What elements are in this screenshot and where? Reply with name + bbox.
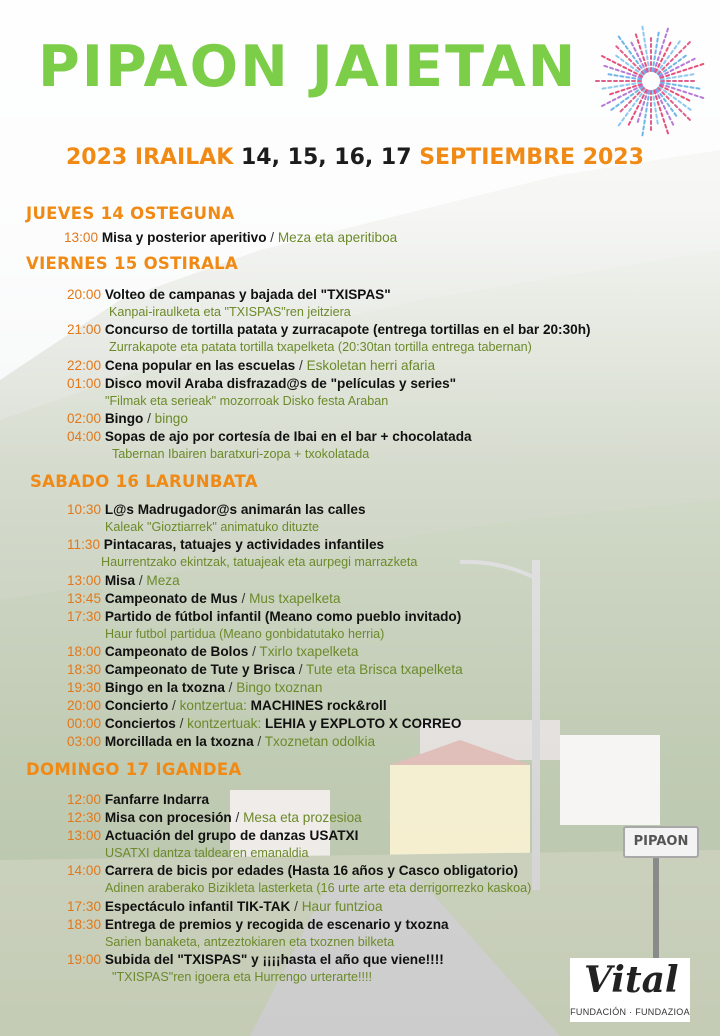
event-es: Bingo en la txozna: [104, 680, 225, 696]
event-es: Campeonato de Tute y Brisca: [104, 662, 295, 678]
event-es: Campeonato de Bolos: [104, 644, 249, 660]
event-es: Bingo: [104, 411, 144, 427]
separator: /: [266, 230, 278, 245]
event-es: Morcillada en la txozna: [104, 734, 254, 750]
event-es: Sopas de ajo por cortesía de Ibai en el bar + chocolatada: [104, 429, 472, 445]
event-translation: Haur futbol partidua (Meano gonbidatutako herria): [105, 626, 385, 641]
event-eu: bingo: [154, 411, 188, 427]
event-eu: Haur funtzioa: [301, 898, 383, 914]
event-translation: Sarien banaketa, antzeztokiaren eta txoznen bilketa: [105, 934, 395, 949]
event-time: 01:00: [67, 375, 102, 391]
event-line: [67, 410, 188, 427]
festival-dates: [66, 143, 644, 173]
event-line: [67, 536, 384, 553]
event-time: 04:00: [67, 429, 102, 445]
event-es: L@s Madrugador@s animarán las calles: [104, 502, 366, 517]
event-es: Cena popular en las escuelas: [104, 357, 296, 373]
event-line: [67, 357, 435, 374]
event-es: Espectáculo infantil TIK-TAK: [104, 898, 291, 914]
event-es: Conciertos: [104, 716, 176, 732]
event-time: 19:00: [67, 952, 102, 968]
road-sign: PIPAON: [623, 826, 699, 858]
event-es: Disco movil Araba disfrazad@s de "películas y series": [104, 375, 457, 391]
event-es: Partido de fútbol infantil (Meano como pueblo invitado): [104, 608, 462, 624]
dates-year-eu: 2023 IRAILAK: [66, 145, 234, 170]
event-line: [67, 321, 591, 338]
event-time: 02:00: [67, 411, 102, 427]
event-es: Campeonato de Mus: [104, 590, 238, 606]
event-eu: Eskoletan herri afaria: [306, 357, 436, 373]
event-translation: USATXI dantza taldearen emanaldia: [105, 846, 309, 860]
event-es: Misa: [104, 572, 136, 588]
separator: /: [168, 698, 180, 714]
event-translation: "Filmak eta serieak" mozorroak Disko festa Araban: [105, 393, 389, 408]
event-performers: MACHINES rock&roll: [246, 698, 387, 714]
event-time: 11:30: [67, 537, 101, 553]
event-es: Misa con procesión: [104, 810, 232, 825]
event-time: 10:30: [67, 502, 102, 517]
event-time: 13:00: [67, 572, 102, 588]
dates-month-es: SEPTIEMBRE 2023: [419, 145, 644, 170]
event-translation: Adinen araberako Bizikleta lasterketa (16 urte arte eta derrigorrezko kaskoa): [105, 881, 532, 896]
fireworks-icon: [592, 22, 710, 140]
event-line: [67, 916, 449, 933]
event-eu: Meza: [146, 572, 180, 588]
event-es: Pintacaras, tatuajes y actividades infantiles: [103, 537, 385, 553]
event-line: [67, 590, 341, 607]
event-time: 00:00: [67, 716, 102, 732]
event-translation: Zurrakapote eta patata tortilla txapelketa (20:30tan tortilla entrega tabernan): [109, 340, 532, 355]
event-eu: Txirlo txapelketa: [259, 644, 359, 660]
event-line: [67, 428, 472, 445]
poster-title: PIPAON JAIETAN: [38, 34, 578, 100]
separator: /: [231, 810, 244, 825]
event-line: [67, 608, 461, 625]
event-time: 18:00: [67, 644, 102, 660]
sponsor-subtitle: FUNDACIÓN · FUNDAZIOA: [570, 1007, 690, 1017]
event-eu: Meza eta aperitiboa: [277, 230, 398, 245]
event-translation: Tabernan Ibairen baratxuri-zopa + txokolatada: [112, 447, 370, 462]
event-line: [67, 501, 366, 518]
sign-post: [653, 858, 659, 968]
separator: /: [295, 357, 307, 373]
event-eu: kontzertuak:: [187, 716, 262, 732]
dates-days: 14, 15, 16, 17: [241, 145, 412, 170]
separator: /: [143, 411, 155, 427]
event-line: [67, 733, 375, 750]
event-time: 22:00: [67, 357, 102, 373]
event-time: 12:30: [67, 810, 102, 825]
separator: /: [237, 590, 250, 606]
event-time: 17:30: [67, 608, 102, 624]
event-eu: Txoznetan odolkia: [264, 734, 376, 750]
day-heading-saturday: SABADO 16 LARUNBATA: [30, 472, 258, 491]
event-time: 13:00: [67, 828, 102, 843]
event-translation: Kaleak "Gioztiarrek" animatuko dituzte: [105, 520, 320, 534]
event-eu: Tute eta Brisca txapelketa: [306, 662, 463, 678]
event-es: Volteo de campanas y bajada del "TXISPAS": [104, 287, 391, 302]
event-time: 18:30: [67, 662, 102, 678]
event-translation: Kanpai-iraulketa eta "TXISPAS"ren jeitziera: [109, 305, 351, 319]
event-time: 13:00: [64, 230, 99, 245]
event-es: Entrega de premios y recogida de escenario y txozna: [104, 916, 449, 932]
event-es: Carrera de bicis por edades (Hasta 16 años y Casco obligatorio): [104, 863, 519, 879]
separator: /: [248, 644, 260, 660]
event-time: 13:45: [67, 590, 102, 606]
event-performers: LEHIA y EXPLOTO X CORREO: [261, 716, 462, 732]
separator: /: [253, 734, 265, 750]
event-eu: Mus txapelketa: [249, 590, 341, 606]
event-line: [67, 572, 180, 589]
event-line: [67, 827, 358, 844]
event-time: 12:00: [67, 792, 102, 807]
event-es: Actuación del grupo de danzas USATXI: [104, 828, 359, 843]
event-time: 20:00: [67, 287, 102, 302]
event-line: [67, 898, 383, 915]
separator: /: [175, 716, 188, 732]
event-time: 21:00: [67, 322, 102, 338]
event-es: Misa y posterior aperitivo: [101, 230, 267, 245]
event-es: Concurso de tortilla patata y zurracapote (entrega tortillas en el bar 20:30h): [104, 322, 591, 338]
event-translation: "TXISPAS"ren igoera eta Hurrengo urterarte!!!!: [112, 970, 373, 985]
event-line: [67, 862, 518, 879]
event-line: [67, 643, 358, 660]
day-heading-friday: VIERNES 15 OSTIRALA: [26, 254, 239, 273]
event-eu: Mesa eta prozesioa: [243, 810, 362, 825]
event-time: 17:30: [67, 898, 102, 914]
event-line: [67, 809, 362, 826]
event-translation: Haurrentzako ekintzak, tatuajeak eta aurpegi marrazketa: [101, 555, 418, 570]
day-heading-thursday: JUEVES 14 OSTEGUNA: [26, 204, 235, 223]
sponsor-logo: [570, 958, 690, 1022]
sponsor-name: Vital: [584, 959, 679, 1001]
day-heading-sunday: DOMINGO 17 IGANDEA: [26, 760, 242, 779]
separator: /: [135, 572, 147, 588]
separator: /: [290, 898, 302, 914]
event-eu: kontzertua:: [179, 698, 247, 714]
event-time: 14:00: [67, 863, 102, 879]
event-es: Subida del "TXISPAS" y ¡¡¡¡hasta el año que viene!!!!: [104, 952, 444, 968]
event-line: [64, 229, 397, 246]
event-time: 20:00: [67, 698, 102, 714]
separator: /: [294, 662, 307, 678]
event-eu: Bingo txoznan: [236, 680, 323, 696]
event-time: 03:00: [67, 734, 102, 750]
event-line: [67, 375, 456, 392]
event-line: [67, 791, 209, 808]
event-line: [67, 697, 387, 714]
event-es: Concierto: [104, 698, 169, 714]
event-time: 19:30: [67, 680, 102, 696]
separator: /: [224, 680, 237, 696]
event-line: [67, 661, 463, 678]
event-line: [67, 679, 322, 696]
event-time: 18:30: [67, 916, 102, 932]
event-es: Fanfarre Indarra: [104, 792, 210, 807]
event-line: [67, 286, 391, 303]
event-line: [67, 715, 461, 732]
event-line: [67, 951, 444, 968]
